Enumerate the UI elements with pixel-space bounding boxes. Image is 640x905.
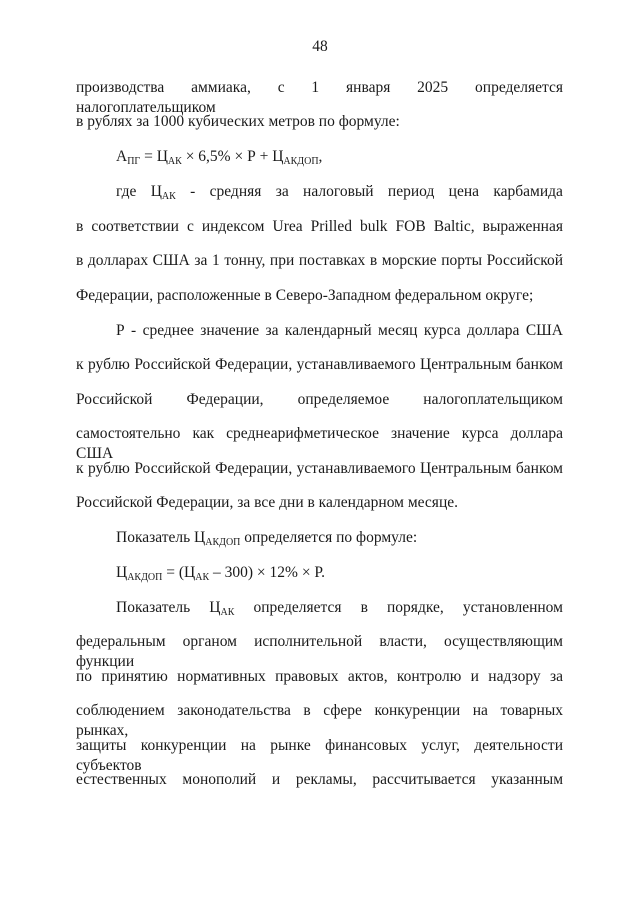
text-line: Р - среднее значение за календарный месяц курса доллара США [116, 322, 563, 339]
text-line: Показатель $Ц_{АК}$ определяется в порядке, установленном [116, 599, 563, 618]
text-line: федеральным органом исполнительной власти, осуществляющим функции [76, 633, 563, 670]
text-line: где $Ц_{АК}$ - средняя за налоговый период цена карбамида [116, 183, 563, 202]
text-line: к рублю Российской Федерации, устанавливаемого Центральным банком [76, 460, 563, 477]
text-line: по принятию нормативных правовых актов, контролю и надзору за [76, 668, 563, 685]
text-line: Российской Федерации, определяемое налогоплательщиком [76, 391, 563, 408]
text-line: Показатель $Ц_{АКДОП}$ определяется по формуле: [116, 529, 418, 548]
text-line: производства аммиака, с 1 января 2025 определяется налогоплательщиком [76, 79, 563, 116]
text-line: Российской Федерации, за все дни в календарном месяце. [76, 494, 458, 511]
text-line: Федерации, расположенные в Северо-Западном федеральном округе; [76, 287, 534, 304]
text-line: к рублю Российской Федерации, устанавливаемого Центральным банком [76, 356, 563, 373]
text-line: самостоятельно как среднеарифметическое значение курса доллара США [76, 425, 563, 462]
text-line: соблюдением законодательства в сфере конкуренции на товарных рынках, [76, 702, 563, 739]
text-line: защиты конкуренции на рынке финансовых услуг, деятельности субъектов [76, 737, 563, 774]
formula-apg: $А_{ПГ} = Ц_{АК} \times 6,5\% \times Р + Ц_{АКДОП}$, [116, 148, 323, 167]
text-line: в долларах США за 1 тонну, при поставках в морские порты Российской [76, 252, 563, 269]
text-line: естественных монополий и рекламы, рассчитывается указанным [76, 771, 563, 788]
page-number: 48 [312, 38, 328, 55]
text-line: в рублях за 1000 кубических метров по формуле: [76, 113, 400, 130]
text-line: в соответствии с индексом Urea Prilled bulk FOB Baltic, выраженная [76, 218, 563, 235]
formula-cakdop: $Ц_{АКДОП} = (Ц_{АК} - 300) \times 12\% \times Р$. [116, 564, 325, 583]
